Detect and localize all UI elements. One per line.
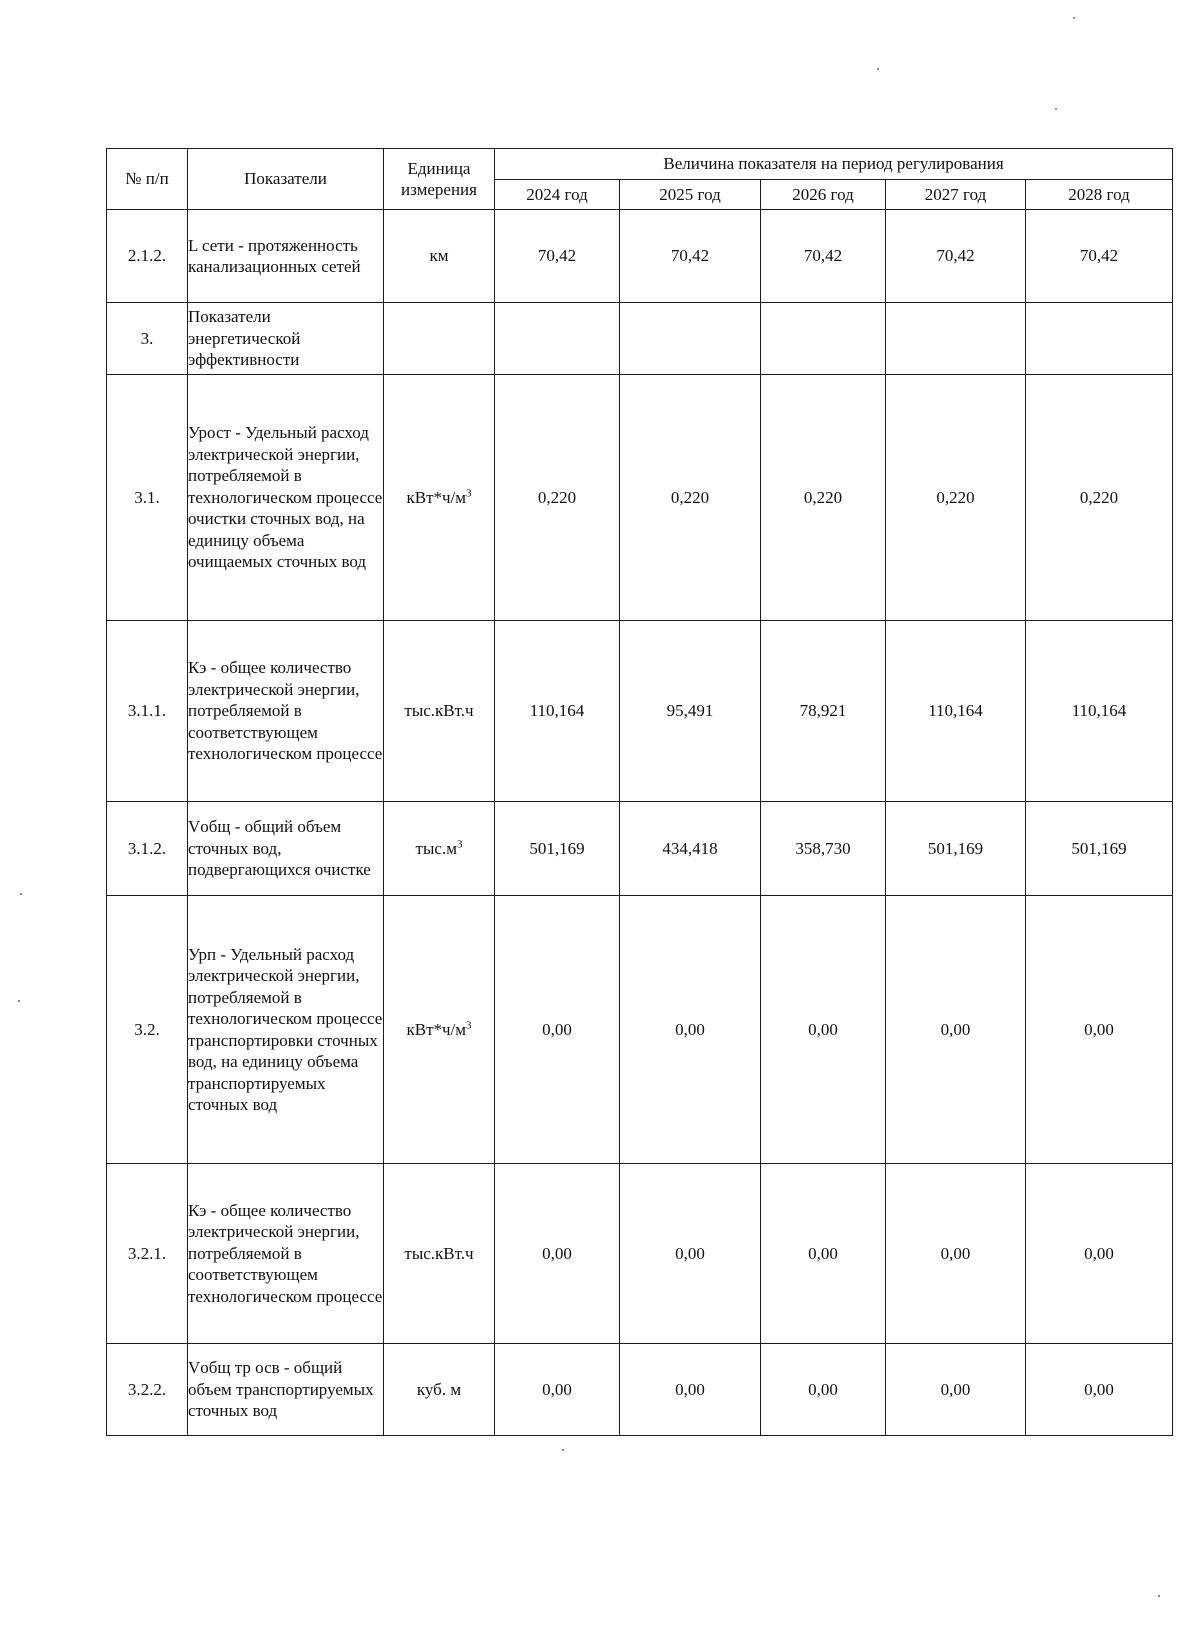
value-cell: 0,00	[886, 896, 1026, 1164]
table-row	[107, 896, 1173, 1164]
row-number: 3.2.	[107, 896, 188, 1164]
value-cell: 110,164	[1026, 621, 1173, 802]
table-row	[107, 375, 1173, 621]
indicator-name: Показатели энергетической эффективности	[188, 303, 384, 375]
scan-speck	[1055, 108, 1057, 110]
table-row	[107, 303, 1173, 375]
unit-text: кВт*ч/м	[406, 487, 467, 507]
unit-text: тыс.кВт.ч	[404, 1243, 474, 1263]
row-number: 3.1.1.	[107, 621, 188, 802]
unit-cell	[384, 896, 495, 1164]
value-cell: 0,220	[1026, 375, 1173, 621]
row-number: 2.1.2.	[107, 210, 188, 303]
indicator-name: Урост - Удельный расход электрической энергии, потребляемой в технологическом процессе очистки сточных вод, на единицу объема очищаемых сточных вод	[188, 375, 384, 621]
unit-text: куб. м	[416, 1379, 462, 1399]
value-cell: 70,42	[620, 210, 761, 303]
value-cell: 78,921	[761, 621, 886, 802]
value-cell: 0,220	[620, 375, 761, 621]
header-year: 2028 год	[1026, 180, 1173, 210]
value-cell: 0,00	[1026, 1164, 1173, 1344]
indicator-name: Урп - Удельный расход электрической энергии, потребляемой в технологическом процессе транспортировки сточных вод, на единицу объема транспортируемых сточных вод	[188, 896, 384, 1164]
value-cell: 434,418	[620, 802, 761, 896]
table-row	[107, 621, 1173, 802]
value-cell: 0,00	[886, 1164, 1026, 1344]
unit-superscript: 3	[466, 1019, 472, 1032]
value-cell: 0,00	[761, 896, 886, 1164]
header-number: № п/п	[107, 149, 188, 210]
unit-cell	[384, 210, 495, 303]
unit-cell	[384, 1344, 495, 1436]
value-cell: 70,42	[761, 210, 886, 303]
unit-superscript: 3	[466, 487, 472, 500]
value-cell: 0,00	[495, 1164, 620, 1344]
value-cell: 0,220	[495, 375, 620, 621]
unit-cell	[384, 802, 495, 896]
indicator-name: Кэ - общее количество электрической энергии, потребляемой в соответствующем технологическом процессе	[188, 1164, 384, 1344]
value-cell: 501,169	[1026, 802, 1173, 896]
scan-speck	[562, 1449, 564, 1451]
scan-speck	[1158, 1595, 1160, 1597]
value-cell: 0,00	[1026, 896, 1173, 1164]
value-cell: 0,00	[620, 1344, 761, 1436]
unit-cell	[384, 375, 495, 621]
header-year: 2026 год	[761, 180, 886, 210]
header-period: Величина показателя на период регулирования	[495, 149, 1173, 180]
scan-speck	[18, 1000, 20, 1002]
scan-speck	[20, 893, 22, 895]
unit-cell	[384, 303, 495, 375]
row-number: 3.1.	[107, 375, 188, 621]
value-cell: 358,730	[761, 802, 886, 896]
row-number: 3.	[107, 303, 188, 375]
unit-cell	[384, 621, 495, 802]
unit-text: тыс.м	[415, 838, 457, 858]
header-year: 2027 год	[886, 180, 1026, 210]
value-cell: 0,00	[761, 1164, 886, 1344]
value-cell: 0,00	[495, 1344, 620, 1436]
unit-text: тыс.кВт.ч	[404, 701, 474, 721]
header-indicators: Показатели	[188, 149, 384, 210]
scan-speck	[1073, 17, 1075, 19]
table-row	[107, 210, 1173, 303]
value-cell	[886, 303, 1026, 375]
unit-cell	[384, 1164, 495, 1344]
header-year: 2024 год	[495, 180, 620, 210]
value-cell: 0,220	[886, 375, 1026, 621]
value-cell: 0,00	[620, 896, 761, 1164]
value-cell	[1026, 303, 1173, 375]
indicator-name: Vобщ тр осв - общий объем транспортируемых сточных вод	[188, 1344, 384, 1436]
value-cell	[761, 303, 886, 375]
indicators-table	[106, 148, 1173, 1436]
unit-text: км	[429, 246, 449, 266]
value-cell: 501,169	[495, 802, 620, 896]
value-cell	[620, 303, 761, 375]
value-cell: 70,42	[495, 210, 620, 303]
value-cell: 501,169	[886, 802, 1026, 896]
value-cell: 0,00	[495, 896, 620, 1164]
table-row	[107, 1344, 1173, 1436]
value-cell: 110,164	[495, 621, 620, 802]
value-cell: 95,491	[620, 621, 761, 802]
indicator-name: Кэ - общее количество электрической энергии, потребляемой в соответствующем технологическом процессе	[188, 621, 384, 802]
header-year: 2025 год	[620, 180, 761, 210]
row-number: 3.2.1.	[107, 1164, 188, 1344]
indicator-name: L сети - протяженность канализационных сетей	[188, 210, 384, 303]
value-cell: 70,42	[1026, 210, 1173, 303]
scan-speck	[877, 68, 879, 70]
table-row	[107, 802, 1173, 896]
unit-text: кВт*ч/м	[406, 1019, 467, 1039]
value-cell: 0,220	[761, 375, 886, 621]
value-cell: 0,00	[1026, 1344, 1173, 1436]
row-number: 3.2.2.	[107, 1344, 188, 1436]
header-unit: Единица измерения	[384, 149, 495, 210]
value-cell: 0,00	[886, 1344, 1026, 1436]
value-cell: 0,00	[761, 1344, 886, 1436]
row-number: 3.1.2.	[107, 802, 188, 896]
value-cell: 70,42	[886, 210, 1026, 303]
unit-superscript: 3	[456, 838, 463, 851]
table-row	[107, 1164, 1173, 1344]
indicator-name: Vобщ - общий объем сточных вод, подвергающихся очистке	[188, 802, 384, 896]
value-cell: 0,00	[620, 1164, 761, 1344]
value-cell	[495, 303, 620, 375]
value-cell: 110,164	[886, 621, 1026, 802]
